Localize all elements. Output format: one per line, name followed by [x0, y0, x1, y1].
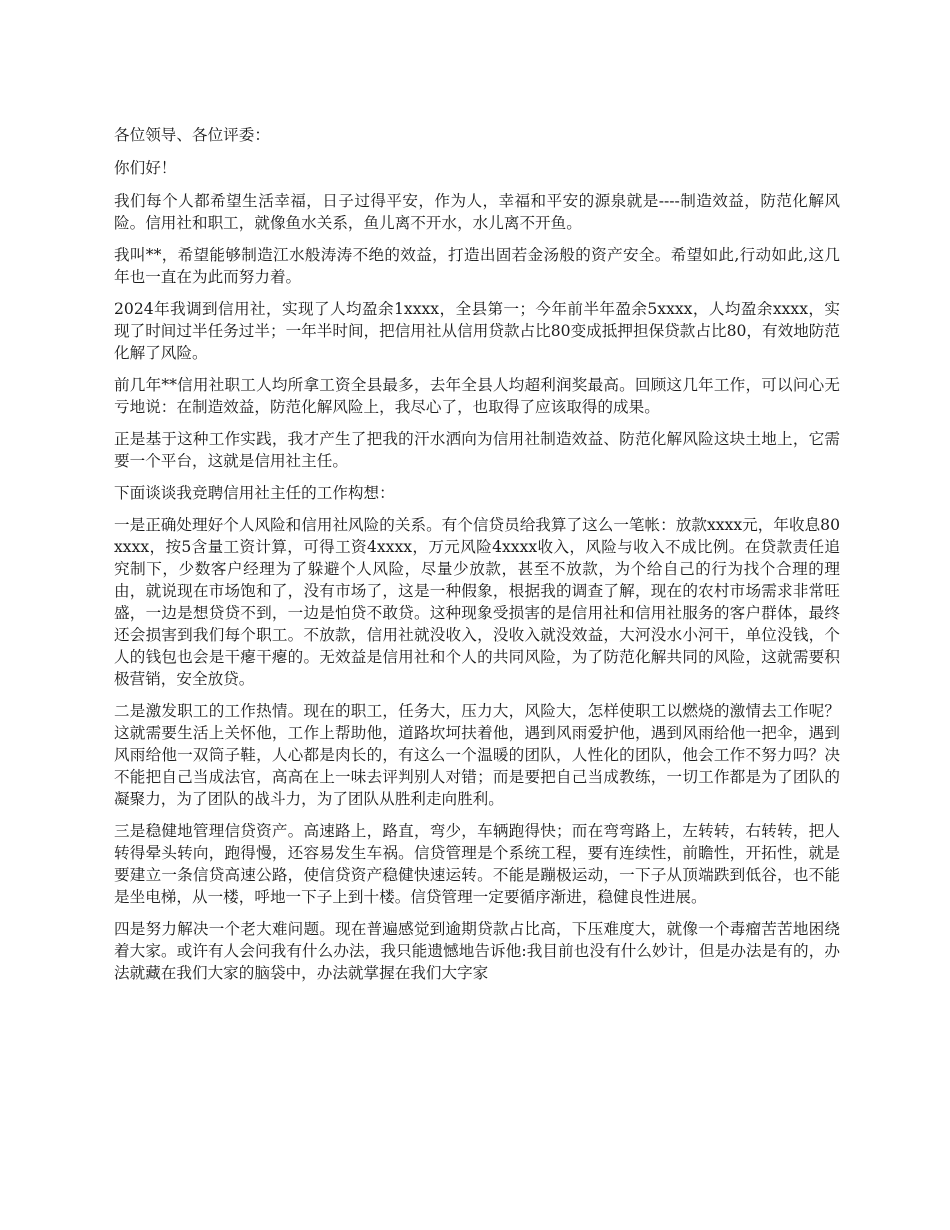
paragraph-self-intro: 我叫**，希望能够制造江水般涛涛不绝的效益，打造出固若金汤般的资产安全。希望如此,行动如此,这几年也一直在为此而努力着。	[114, 246, 840, 286]
paragraph-point-three: 三是稳健地管理信贷资产。高速路上，路直，弯少，车辆跑得快；而在弯弯路上，左转转，右转转，把人转得晕头转向，跑得慢，还容易发生车祸。信贷管理是个系统工程，要有连续性，前瞻性，开拓性，就是要建立一条信贷高速公路，使信贷资产稳健快速运转。不能是蹦极运动，一下子从顶端跌到低谷，也不能是坐电梯，从一楼，呼地一下子上到十楼。信贷管理一定要循序渐进，稳健良性进展。	[114, 822, 840, 906]
paragraph-point-one: 一是正确处理好个人风险和信用社风险的关系。有个信贷员给我算了这么一笔帐：放款xxxx元，年收息80xxxx，按5含量工资计算，可得工资4xxxx，万元风险4xxxx收入，风险与收入不成比例。在贷款责任追究制下，少数客户经理为了躲避个人风险，尽量少放款，甚至不放款，为个给自己的行为找个合理的理由，就说现在市场饱和了，没有市场了，这是一种假象，根据我的调查了解，现在的农村市场需求非常旺盛，一边是想贷贷不到，一边是怕贷不敢贷。这种现象受损害的是信用社和信用社服务的客户群体，最终还会损害到我们每个职工。不放款，信用社就没收入，没收入就没效益，大河没水小河干，单位没钱，个人的钱包也会是干瘪干瘪的。无效益是信用社和个人的共同风险，为了防范化解共同的风险，这就需要积极营销，安全放贷。	[114, 516, 840, 688]
greeting: 你们好！	[114, 159, 177, 177]
paragraph-plan-intro: 下面谈谈我竞聘信用社主任的工作构想：	[114, 484, 395, 502]
paragraph-achievements: 2024年我调到信用社，实现了人均盈余1xxxx，全县第一；今年前半年盈余5xxxx，人均盈余xxxx，实现了时间过半任务过半；一年半时间，把信用社从信用贷款占比80变成抵押担保贷款占比80，有效地防范化解了风险。	[114, 300, 840, 362]
paragraph-point-two: 二是激发职工的工作热情。现在的职工，任务大，压力大，风险大，怎样使职工以燃烧的激情去工作呢？这就需要生活上关怀他，工作上帮助他，道路坎坷扶着他，遇到风雨爱护他，遇到风雨给他一把伞，遇到风雨给他一双筒子鞋，人心都是肉长的，有这么一个温暖的团队，人性化的团队，他会工作不努力吗？决不能把自己当成法官，高高在上一味去评判别人对错；而是要把自己当成教练，一切工作都是为了团队的凝聚力，为了团队的战斗力，为了团队从胜利走向胜利。	[114, 702, 840, 808]
paragraph-intro: 我们每个人都希望生活幸福，日子过得平安，作为人，幸福和平安的源泉就是----制造效益，防范化解风险。信用社和职工，就像鱼水关系，鱼儿离不开水，水儿离不开鱼。	[114, 192, 840, 232]
paragraph-review: 前几年**信用社职工人均所拿工资全县最多，去年全县人均超利润奖最高。回顾这几年工作，可以问心无亏地说：在制造效益，防范化解风险上，我尽心了，也取得了应该取得的成果。	[114, 376, 840, 416]
paragraph-point-four: 四是努力解决一个老大难问题。现在普遍感觉到逾期贷款占比高，下压难度大，就像一个毒瘤苦苦地困绕着大家。或许有人会问我有什么办法，我只能遗憾地告诉他:我目前也没有什么妙计，但是办法是有的，办法就藏在我们大家的脑袋中，办法就掌握在我们大字家	[114, 920, 840, 982]
paragraph-motivation: 正是基于这种工作实践，我才产生了把我的汗水洒向为信用社制造效益、防范化解风险这块土地上，它需要一个平台，这就是信用社主任。	[114, 430, 840, 470]
document-body	[114, 124, 840, 994]
salutation: 各位领导、各位评委：	[114, 126, 270, 144]
